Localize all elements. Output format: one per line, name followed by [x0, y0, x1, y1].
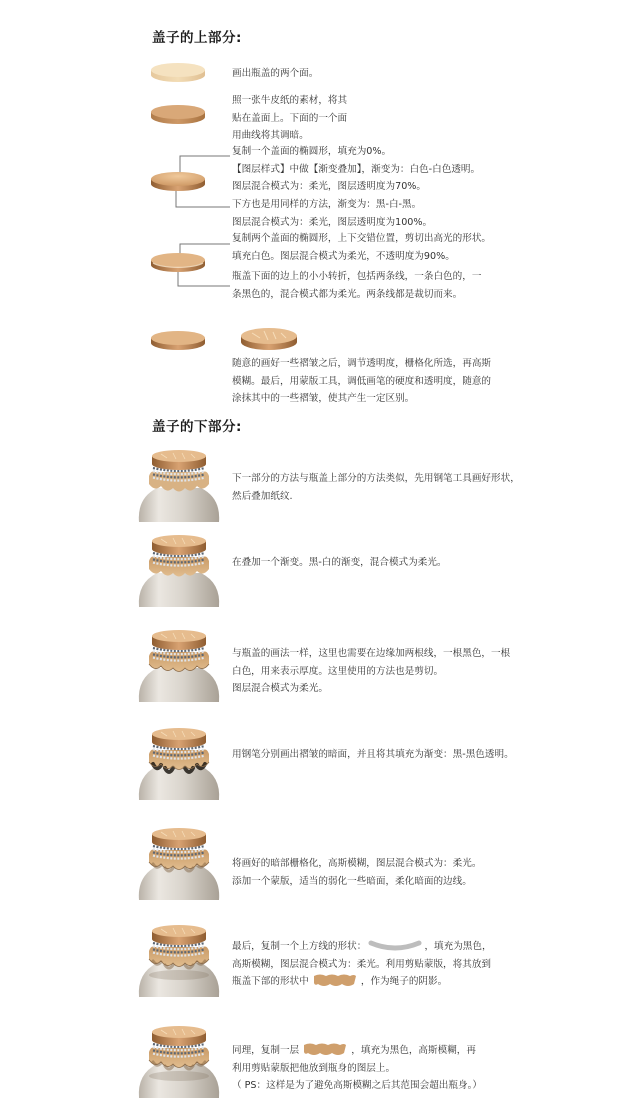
cap-shaded-disc-icon [150, 171, 206, 193]
jar-step6-icon [135, 925, 223, 997]
jar-step1-icon [135, 450, 223, 522]
jar-step3-text: 与瓶盖的画法一样，这里也需要在边缘加两根线，一根黑色，一根 白色，用来表示厚度。这里使用的方法也是剪切。 图层混合模式为柔光。 [232, 648, 511, 694]
jar-step5-icon [135, 828, 223, 900]
step4a-text: 复制两个盖面的椭圆形，上下交错位置，剪切出高光的形状。 填充白色。图层混合模式为柔光，不透明度为90%。 [232, 233, 492, 262]
jar-step1-text: 下一部分的方法与瓶盖上部分的方法类似，先用钢笔工具画好形状， 然后叠加纸纹. [232, 473, 520, 502]
paper-strip-icon [302, 1042, 348, 1058]
step2-text: 照一张牛皮纸的素材，将其 贴在盖面上。下面的一个面 用曲线将其调暗。 [232, 95, 348, 141]
step3a-text: 复制一个盖面的椭圆形，填充为0%。 【图层样式】中做【渐变叠加】，渐变为：白色-白色透明。 图层混合模式为：柔光，图层透明度为70%。 [232, 146, 481, 192]
paper-strip-icon [312, 973, 358, 989]
jar-step7-icon [135, 1026, 223, 1098]
jar-step2-text: 在叠加一个渐变。黑-白的渐变，混合模式为柔光。 [232, 557, 447, 568]
cap-highlight-disc-icon [150, 252, 206, 274]
cap-wrinkled-disc-icon [240, 326, 298, 352]
cap-kraft-disc-icon [150, 104, 206, 126]
jar-step4-text: 用钢笔分别画出褶皱的暗面，并且将其填充为渐变：黑-黑色透明。 [232, 749, 514, 760]
gray-arc-icon [369, 939, 421, 953]
jar-step4-icon [135, 728, 223, 800]
step1-text: 画出瓶盖的两个面。 [232, 68, 319, 79]
top-heading: 盖子的上部分: [152, 30, 242, 46]
step5-text: 随意的画好一些褶皱之后，调节透明度，栅格化所选，再高斯 模糊。最后，用蒙版工具，调低画笔的硬度和透明度，随意的 涂抹其中的一些褶皱，使其产生一定区别。 [232, 358, 492, 404]
cap-flat-disc-icon [150, 62, 206, 84]
jar-step6-text: 最后，复制一个上方线的形状： ，填充为黑色， 高斯模糊，图层混合模式为：柔光。利用剪贴蒙版，将其放到 瓶盖下部的形状中 ，作为绳子的阴影。 [232, 941, 492, 987]
jar-step5-text: 将画好的暗部栅格化，高斯模糊，图层混合模式为：柔光。 添加一个蒙版，适当的弱化一些暗面，柔化暗面的边线。 [232, 858, 482, 887]
jar-step3-icon [135, 630, 223, 702]
bottom-heading: 盖子的下部分: [152, 419, 242, 435]
jar-step2-icon [135, 535, 223, 607]
jar-step7-text: 同理，复制一层 ，填充为黑色，高斯模糊，再 利用剪贴蒙版把他放到瓶身的图层上。 （ PS：这样是为了避免高斯模糊之后其范围会超出瓶身。） [232, 1042, 482, 1095]
step4b-text: 瓶盖下面的边上的小小转折，包括两条线，一条白色的，一 条黑色的，混合模式都为柔光。两条线都是裁切而来。 [232, 271, 482, 300]
step3b-text: 下方也是用同样的方法，渐变为：黑-白-黑。 图层混合模式为：柔光，图层透明度为100%。 [232, 199, 433, 228]
cap-final-disc-icon [150, 330, 206, 352]
